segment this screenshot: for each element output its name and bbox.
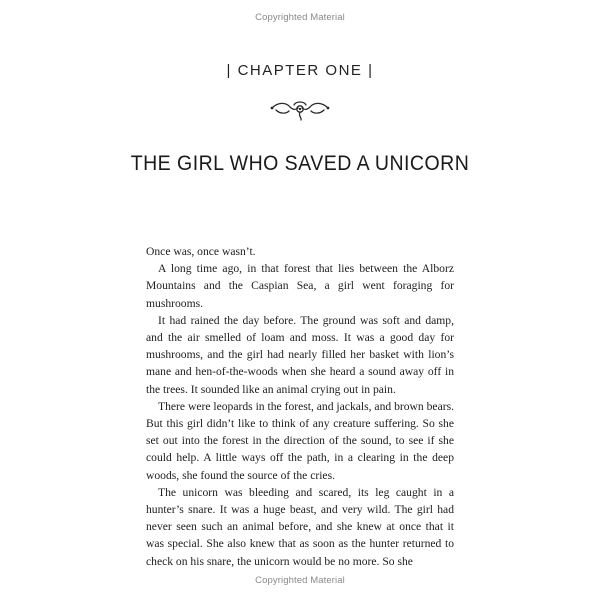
copyright-watermark-top: Copyrighted Material	[255, 12, 345, 23]
chapter-label: | CHAPTER ONE |	[226, 62, 374, 79]
paragraph: It had rained the day before. The ground was soft and damp, and the air smelled of loam and moss. It was a good day for mushrooms, and the girl had nearly filled her basket with lion’s mane and hen-of-the-woods when she heard a sound away off in the trees. It sounded like an animal crying out in pain.	[146, 313, 454, 396]
paragraph: A long time ago, in that forest that lies between the Alborz Mountains and the Caspian Sea, a girl went foraging for mushrooms.	[146, 262, 454, 310]
chapter-body-text	[146, 243, 454, 570]
copyright-watermark-bottom: Copyrighted Material	[255, 575, 345, 586]
flourish-ornament-icon	[268, 96, 332, 122]
paragraph: Once was, once wasn’t.	[146, 245, 256, 258]
paragraph: There were leopards in the forest, and jackals, and brown bears. But this girl didn’t like to think of any creature suffering. So she set out into the forest in the direction of the sound, to see if she could help. A little ways off the path, in a clearing in the deep woods, she found the source of the cries.	[146, 399, 454, 482]
paragraph: The unicorn was bleeding and scared, its leg caught in a hunter’s snare. It was a huge beast, and very wild. The girl had never seen such an animal before, and she knew at once that it was special. She also knew that as soon as the hunter returned to check on his snare, the unicorn would be no more. So she	[146, 485, 454, 568]
chapter-title: THE GIRL WHO SAVED A UNICORN	[130, 152, 470, 175]
